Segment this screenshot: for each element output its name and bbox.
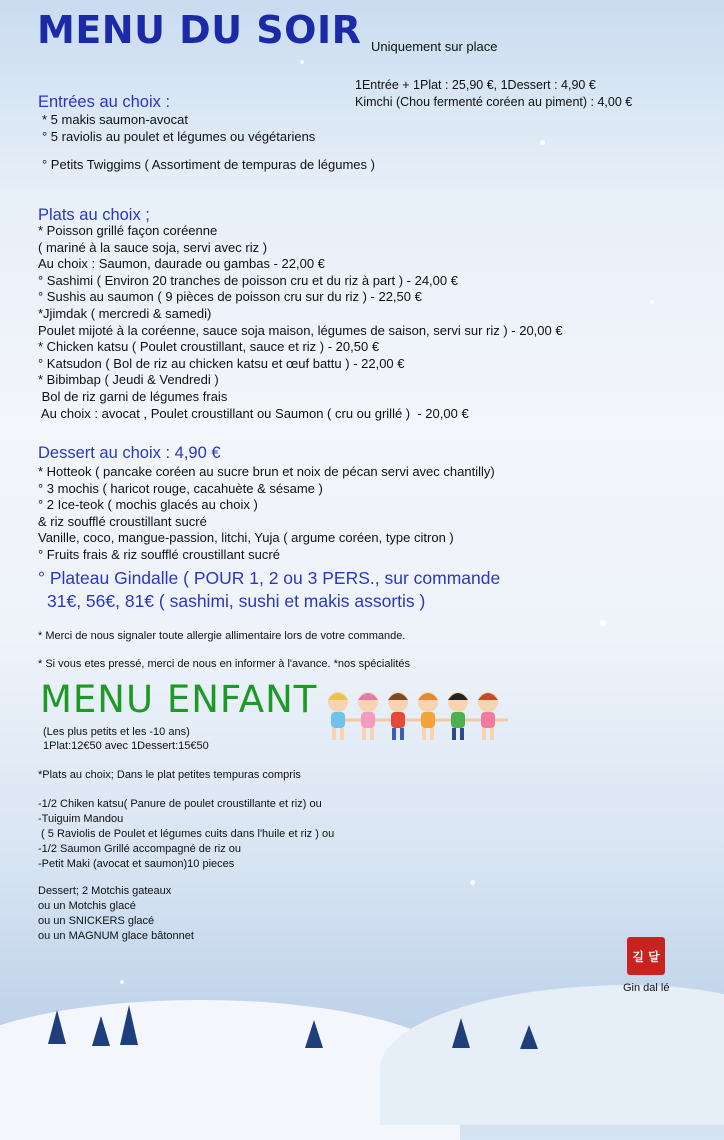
logo-seal-text: 길 달: [632, 949, 660, 964]
snowflake: [540, 140, 545, 145]
allergy-note: * Merci de nous signaler toute allergie allimentaire lors de votre commande.: [38, 630, 406, 642]
enfant-dessert-line: Dessert; 2 Motchis gateaux: [38, 885, 172, 897]
dessert-line: * Hotteok ( pancake coréen au sucre brun et noix de pécan servi avec chantilly): [38, 464, 495, 479]
enfant-plat-line: -1/2 Saumon Grillé accompagné de riz ou: [38, 843, 241, 855]
pine-tree-icon: [452, 1018, 470, 1048]
entrees-heading: Entrées au choix :: [38, 93, 171, 111]
plats-heading: Plats au choix ;: [38, 206, 150, 224]
entree-item: * 5 makis saumon-avocat: [42, 112, 188, 127]
logo-seal-icon: [627, 937, 665, 975]
formula-price: 1Entrée + 1Plat : 25,90 €, 1Dessert : 4,90 €: [355, 78, 596, 92]
dessert-line: & riz soufflé croustillant sucré: [38, 513, 207, 529]
enfant-plat-line: -Tuiguim Mandou: [38, 813, 124, 825]
enfant-plat-line: -1/2 Chiken katsu( Panure de poulet croustillante et riz) ou: [38, 798, 322, 810]
menu-title: MENU DU SOIR: [37, 8, 362, 52]
logo-name: Gin dal lé: [623, 982, 670, 994]
entree-item: ° Petits Twiggims ( Assortiment de tempuras de légumes ): [42, 157, 375, 172]
plat-line: *Jjimdak ( mercredi & samedi): [38, 305, 212, 321]
enfant-dessert-line: ou un MAGNUM glace bâtonnet: [38, 930, 194, 942]
pine-tree-icon: [48, 1010, 66, 1044]
plat-line: * Poisson grillé façon coréenne: [38, 223, 218, 238]
enfant-title: MENU ENFANT: [40, 678, 318, 721]
plat-line: ° Sushis au saumon ( 9 pièces de poisson cru sur du riz ) - 22,50 €: [38, 289, 422, 305]
dessert-line: ° 3 mochis ( haricot rouge, cacahuète & sésame ): [38, 480, 323, 496]
pine-tree-icon: [120, 1005, 138, 1045]
dessert-line: ° Fruits frais & riz soufflé croustillant sucré: [38, 546, 280, 562]
plat-line: Poulet mijoté à la coréenne, sauce soja maison, légumes de saison, servi sur riz ) - 20,00 €: [38, 322, 563, 338]
dessert-line: ° 2 Ice-teok ( mochis glacés au choix ): [38, 497, 258, 513]
children-holding-hands-icon: [322, 682, 516, 744]
pine-tree-icon: [305, 1020, 323, 1048]
hurry-note: * Si vous etes pressé, merci de nous en informer à l'avance. *nos spécialités: [38, 658, 411, 670]
plat-line: * Bibimbap ( Jeudi & Vendredi ): [38, 372, 219, 388]
enfant-plats-list: [38, 797, 334, 872]
pine-tree-icon: [92, 1016, 110, 1046]
plat-line: ° Sashimi ( Environ 20 tranches de poisson cru et du riz à part ) - 24,00 €: [38, 272, 458, 288]
enfant-age: (Les plus petits et les -10 ans): [43, 726, 190, 738]
plat-line: Au choix : avocat , Poulet croustillant ou Saumon ( cru ou grillé ) - 20,00 €: [38, 405, 469, 421]
menu-subtitle: Uniquement sur place: [371, 39, 498, 54]
desserts-list: [38, 464, 495, 564]
snow-hill: [380, 985, 724, 1125]
dessert-line: Vanille, coco, mangue-passion, litchi, Yuja ( argume coréen, type citron ): [38, 530, 454, 546]
plat-line: * Chicken katsu ( Poulet croustillant, sauce et riz ) - 20,50 €: [38, 339, 380, 355]
plat-line: ( mariné à la sauce soja, servi avec riz ): [38, 239, 268, 255]
kimchi-price: Kimchi (Chou fermenté coréen au piment) : 4,00 €: [355, 95, 633, 109]
plats-list: [38, 223, 563, 422]
plateau-line-2: 31€, 56€, 81€ ( sashimi, sushi et makis assortis ): [47, 591, 426, 611]
plat-line: Bol de riz garni de légumes frais: [38, 388, 228, 404]
pine-tree-icon: [520, 1025, 538, 1049]
enfant-desserts-list: [38, 884, 194, 944]
plateau-line-1: ° Plateau Gindalle ( POUR 1, 2 ou 3 PERS., sur commande: [38, 568, 501, 588]
enfant-plats-intro: *Plats au choix; Dans le plat petites tempuras compris: [38, 769, 301, 781]
entree-item: ° 5 raviolis au poulet et légumes ou végétariens: [42, 129, 316, 144]
snowflake: [650, 300, 654, 304]
snowflake: [600, 620, 606, 626]
enfant-dessert-line: ou un SNICKERS glacé: [38, 915, 155, 927]
snowflake: [120, 980, 124, 984]
enfant-plat-line: ( 5 Raviolis de Poulet et légumes cuits dans l'huile et riz ) ou: [38, 828, 335, 840]
plat-line: ° Katsudon ( Bol de riz au chicken katsu et œuf battu ) - 22,00 €: [38, 355, 405, 371]
enfant-price: 1Plat:12€50 avec 1Dessert:15€50: [43, 740, 209, 752]
enfant-dessert-line: ou un Motchis glacé: [38, 900, 136, 912]
desserts-heading: Dessert au choix : 4,90 €: [38, 444, 221, 462]
snowflake: [300, 60, 304, 64]
snowflake: [470, 880, 475, 885]
plat-line: Au choix : Saumon, daurade ou gambas - 22,00 €: [38, 256, 325, 272]
enfant-plat-line: -Petit Maki (avocat et saumon)10 pieces: [38, 858, 235, 870]
